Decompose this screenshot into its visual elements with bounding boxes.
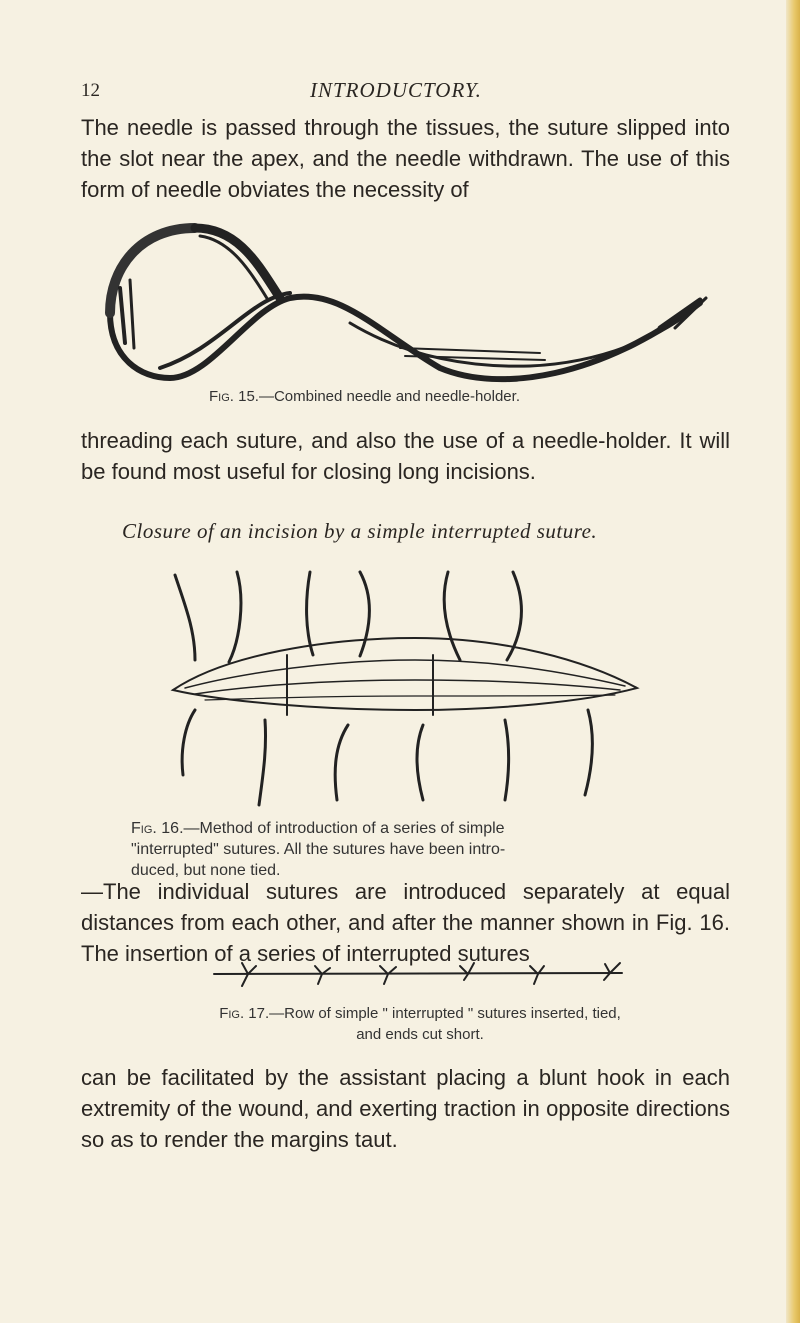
figure-16-label: Fig. 16.	[131, 820, 184, 837]
running-head: INTRODUCTORY.	[310, 78, 482, 102]
figure-17-caption-line-1	[219, 1005, 621, 1022]
paragraph-2: threading each suture, and also the use of a needle-holder. It will be found most useful for closing long incisions.	[81, 428, 730, 484]
figure-15-caption	[209, 387, 520, 407]
paragraph-4: can be facilitated by the assistant placing a blunt hook in each extremity of the wound, and exerting traction in opposite directions so as to render the margins taut.	[81, 1065, 730, 1152]
figure-16-caption-line-2: "interrupted" sutures. All the sutures have been intro-	[131, 841, 506, 858]
figure-16-caption	[131, 818, 505, 881]
figure-16-caption-line-3: duced, but none tied.	[131, 862, 281, 879]
figure-15-label: Fig. 15.	[209, 388, 259, 405]
paragraph-3: —The individual sutures are introduced separately at equal distances from each other, and after the manner shown in Fig. 16. The insertion of a series of interrupted sutures	[81, 879, 730, 966]
figure-15-caption-text: —Combined needle and needle-holder.	[258, 388, 520, 405]
figure-16-caption-line-1	[131, 820, 505, 837]
paragraph-1: The needle is passed through the tissues, the suture slipped into the slot near the apex, and the needle withdrawn. The use of this form of needle obviates the necessity of	[81, 115, 730, 202]
figure-17-caption	[140, 1003, 700, 1045]
figure-15-illustration	[100, 218, 720, 388]
figure-17-caption-line-1-text: —Row of simple " interrupted " sutures inserted, tied,	[269, 1005, 621, 1022]
page-edge	[786, 0, 800, 1323]
figure-17-caption-line-2: and ends cut short.	[356, 1026, 484, 1043]
figure-16-caption-line-1-text: —Method of introduction of a series of simple	[183, 820, 505, 837]
figure-17-label: Fig. 17.	[219, 1005, 270, 1022]
subheading: Closure of an incision by a simple interrupted suture.	[122, 519, 598, 543]
figure-16-illustration	[165, 560, 645, 810]
figure-17-illustration	[212, 958, 632, 988]
page-number: 12	[81, 80, 100, 101]
